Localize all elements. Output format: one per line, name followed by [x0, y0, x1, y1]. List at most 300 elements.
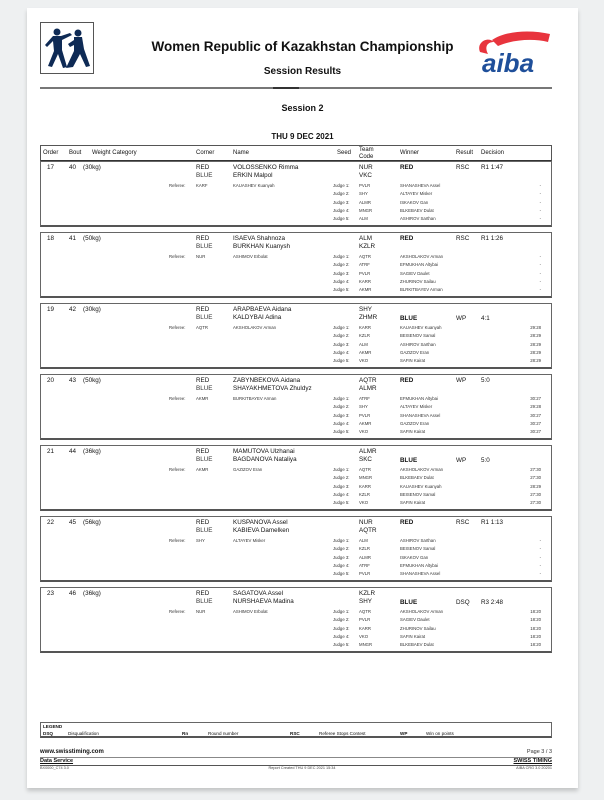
judge-label: Judge 2:: [333, 475, 350, 481]
judge-label: Judge 4:: [333, 207, 350, 213]
judge-score: -: [539, 538, 541, 543]
decision: R3 2:48: [481, 599, 504, 606]
judge-name: SHANASHEVA Assel: [400, 183, 441, 188]
weight-category: (50kg): [83, 377, 101, 384]
blue-team-code: ALMR: [359, 385, 377, 392]
blue-boxer-name: BURKHAN Kuanysh: [233, 243, 291, 250]
judge-team: AQTR: [359, 254, 371, 259]
bout-number: 45: [69, 519, 77, 526]
blue-boxer-name: KABIEVA Damelken: [233, 527, 290, 534]
judge-score: -: [539, 571, 541, 577]
judge-score: -: [539, 546, 541, 552]
judge-row: [41, 200, 551, 208]
judge-team: KZLR: [359, 491, 370, 497]
championship-title: Women Republic of Kazakhstan Championship: [151, 39, 454, 54]
judge-score: -: [539, 254, 541, 259]
referee-label: Referee:: [169, 254, 186, 259]
bout-block: [40, 516, 552, 582]
blue-team-code: ZHMR: [359, 314, 378, 321]
judge-row: [41, 325, 551, 333]
judge-row: [41, 358, 551, 366]
header-divider-mark: [273, 87, 299, 89]
weight-category: (30kg): [83, 164, 101, 171]
result: WP: [456, 315, 467, 322]
winner: BLUE: [400, 599, 418, 606]
judge-name: BLKEBAEV Dulat: [400, 475, 434, 481]
judge-team: PVLR: [359, 270, 371, 276]
referee-name: ASHIMOV Erbolat: [233, 609, 268, 614]
judge-row: [41, 396, 551, 404]
judge-score: 27:30: [530, 467, 541, 472]
judge-row: [41, 254, 551, 262]
judge-label: Judge 5:: [333, 642, 350, 648]
referee-name: ASHIMOV Erbolat: [233, 254, 268, 259]
judge-team: ALM: [359, 341, 368, 347]
judge-score: 28:29: [530, 358, 541, 364]
col-result: Result: [456, 150, 474, 156]
judge-name: SAFIN Kairat: [400, 429, 426, 435]
judge-score: 27:30: [530, 475, 541, 481]
judge-team: PVLR: [359, 617, 371, 623]
referee-team: AQTR: [196, 325, 208, 330]
judge-score: -: [539, 554, 541, 560]
legend-code: RSC: [290, 731, 300, 736]
bout-block: [40, 374, 552, 440]
judge-name: EFMUKHAN Altybai: [400, 262, 438, 268]
winner: RED: [400, 377, 414, 384]
corner-blue: BLUE: [196, 598, 213, 605]
judge-score: -: [539, 287, 541, 293]
bout-block: [40, 587, 552, 653]
judge-row: [41, 546, 551, 554]
referee-team: NUR: [196, 609, 206, 614]
judge-team: ATRF: [359, 396, 370, 401]
judge-row: [41, 609, 551, 617]
red-team-code: AQTR: [359, 377, 377, 384]
col-team-code: Team Code: [359, 147, 374, 160]
report-subtitle: Session Results: [263, 66, 342, 77]
judge-row: [41, 421, 551, 429]
result: RSC: [456, 164, 470, 171]
judge-row: [41, 183, 551, 191]
judge-row: [41, 216, 551, 224]
judge-score: 30:27: [530, 429, 541, 435]
judge-team: AQTR: [359, 467, 371, 472]
judge-label: Judge 2:: [333, 262, 350, 268]
judge-name: SAFIN Kairat: [400, 633, 426, 639]
referee-label: Referee:: [169, 467, 186, 472]
blue-boxer-name: SHAYAKHMETOVA Zhuldyz: [233, 385, 312, 392]
referee-team: SHY: [196, 538, 205, 543]
bout-block: [40, 303, 552, 369]
weight-category: (36kg): [83, 448, 101, 455]
judge-team: MNGR: [359, 642, 373, 648]
judge-row: [41, 342, 551, 350]
footer-website[interactable]: www.swisstiming.com: [40, 749, 104, 755]
aiba-logo: [472, 26, 552, 78]
col-corner: Corner: [196, 150, 215, 156]
judge-score: 29:28: [530, 404, 541, 410]
bout-block: [40, 445, 552, 511]
judge-team: PVLR: [359, 183, 371, 188]
winner: RED: [400, 164, 414, 171]
judge-score: -: [539, 207, 541, 213]
judge-score: 18:20: [530, 609, 541, 614]
judge-name: SHANASHEVA Assel: [400, 412, 441, 418]
bout-order: 22: [47, 519, 55, 526]
judge-name: SAFIN Kairat: [400, 500, 426, 506]
referee-name: GAZIZOV Eran: [233, 467, 263, 472]
judge-name: ALTAYEV Misker: [400, 404, 433, 410]
judge-name: ZHURINOV Sailau: [400, 278, 436, 284]
judge-score: 29:28: [530, 325, 541, 330]
judge-row: [41, 262, 551, 270]
judge-score: 28:29: [530, 483, 541, 489]
judge-label: Judge 1:: [333, 396, 350, 401]
referee-name: AKSHOLAKOV Arman: [233, 325, 276, 330]
judge-name: SHANASHEVA Assel: [400, 571, 441, 577]
judge-row: [41, 333, 551, 341]
judge-label: Judge 2:: [333, 191, 350, 197]
judge-score: 18:20: [530, 642, 541, 648]
judge-team: KZLR: [359, 546, 370, 552]
judge-row: [41, 404, 551, 412]
judge-name: ASHIROV Sarthan: [400, 538, 436, 543]
judge-name: BLRKITBAYEV Arman: [400, 287, 443, 293]
red-team-code: ALM: [359, 235, 372, 242]
referee-team: KARF: [196, 183, 208, 188]
judge-name: SAFIN Kairat: [400, 358, 426, 364]
judge-label: Judge 2:: [333, 333, 350, 339]
decision: 5:0: [481, 377, 490, 384]
judge-score: 18:20: [530, 633, 541, 639]
judge-label: Judge 3:: [333, 341, 350, 347]
red-team-code: ALMR: [359, 448, 377, 455]
judge-team: ALMR: [359, 199, 371, 205]
judge-team: AQTR: [359, 609, 371, 614]
result: WP: [456, 457, 467, 464]
legend-title: LEGEND: [43, 724, 63, 729]
red-team-code: KZLR: [359, 590, 376, 597]
judge-label: Judge 3:: [333, 483, 350, 489]
judge-name: KAUASHEV Kuanyah: [400, 483, 442, 489]
bout-number: 40: [69, 164, 77, 171]
weight-category: (36kg): [83, 590, 101, 597]
winner: RED: [400, 519, 414, 526]
judge-row: [41, 555, 551, 563]
session-date: THU 9 DEC 2021: [271, 132, 334, 141]
red-boxer-name: SAGATOVA Assel: [233, 590, 284, 597]
judge-row: [41, 467, 551, 475]
bout-order: 21: [47, 448, 55, 455]
red-team-code: NUR: [359, 164, 373, 171]
corner-red: RED: [196, 377, 210, 384]
judge-label: Judge 5:: [333, 429, 350, 435]
judge-label: Judge 4:: [333, 491, 350, 497]
footer-brand: SWISS TIMING: [513, 758, 552, 764]
corner-blue: BLUE: [196, 456, 213, 463]
judge-row: [41, 279, 551, 287]
judge-team: KARR: [359, 325, 371, 330]
judge-label: Judge 1:: [333, 325, 350, 330]
judge-score: -: [539, 278, 541, 284]
bout-order: 19: [47, 306, 55, 313]
judge-name: KAUASHEV Kuanyah: [400, 325, 442, 330]
judge-score: 28:29: [530, 349, 541, 355]
judge-team: ALMR: [359, 554, 371, 560]
judge-row: [41, 617, 551, 625]
judge-score: 30:27: [530, 420, 541, 426]
judge-row: [41, 492, 551, 500]
judge-name: BEISENOV Samal: [400, 546, 436, 552]
judge-score: -: [539, 216, 541, 222]
judge-team: AKMR: [359, 349, 372, 355]
referee-name: BURKITBAYEV Arman: [233, 396, 277, 401]
blue-boxer-name: BAGDANOVA Nataliya: [233, 456, 297, 463]
legend: [40, 722, 552, 738]
bout-block: [40, 232, 552, 298]
judge-row: [41, 571, 551, 579]
decision: 5:0: [481, 457, 490, 464]
footer-page-number: Page 3 / 3: [526, 749, 552, 755]
legend-desc: Round number: [208, 731, 239, 736]
decision: 4:1: [481, 315, 490, 322]
judge-label: Judge 3:: [333, 412, 350, 418]
bout-order: 17: [47, 164, 55, 171]
judge-label: Judge 5:: [333, 571, 350, 577]
referee-label: Referee:: [169, 538, 186, 543]
weight-category: (56kg): [83, 519, 101, 526]
corner-red: RED: [196, 590, 210, 597]
corner-red: RED: [196, 519, 210, 526]
judge-row: [41, 538, 551, 546]
judge-row: [41, 475, 551, 483]
red-boxer-name: ARAPBAEVA Aidana: [233, 306, 292, 313]
judge-row: [41, 287, 551, 295]
judge-name: ASHIROV Sarthan: [400, 341, 436, 347]
col-bout: Bout: [69, 150, 82, 156]
judge-team: AKMR: [359, 420, 372, 426]
judge-label: Judge 1:: [333, 467, 350, 472]
referee-team: AKMR: [196, 396, 209, 401]
col-weight: Weight Category: [92, 150, 137, 156]
judge-team: PVLR: [359, 412, 371, 418]
judge-label: Judge 1:: [333, 254, 350, 259]
decision: R1 1:26: [481, 235, 504, 242]
judge-name: BEISENOV Samal: [400, 491, 436, 497]
bout-number: 46: [69, 590, 77, 597]
judge-team: VKO: [359, 500, 369, 506]
judge-row: [41, 484, 551, 492]
judge-label: Judge 5:: [333, 287, 350, 293]
judge-score: -: [539, 270, 541, 276]
judge-row: [41, 208, 551, 216]
judge-name: EFMUKHAN Altybai: [400, 396, 438, 401]
blue-team-code: SKC: [359, 456, 372, 463]
judge-label: Judge 2:: [333, 617, 350, 623]
judge-name: ISKAKOV Gan: [400, 199, 429, 205]
corner-red: RED: [196, 164, 210, 171]
judge-name: BLKEBAEV Dulat: [400, 207, 434, 213]
blue-team-code: KZLR: [359, 243, 376, 250]
judge-team: KARR: [359, 483, 371, 489]
red-boxer-name: MAMUTOVA Ulzhanai: [233, 448, 295, 455]
corner-red: RED: [196, 235, 210, 242]
judge-team: VKO: [359, 429, 369, 435]
bout-order: 20: [47, 377, 55, 384]
judge-row: [41, 563, 551, 571]
footer-version: AIBA CRG 3.0 20201: [516, 766, 552, 770]
judge-row: [41, 634, 551, 642]
judge-team: SHY: [359, 191, 368, 197]
judge-name: GAZIZOV Eran: [400, 349, 430, 355]
col-name: Name: [233, 150, 250, 156]
judge-label: Judge 4:: [333, 278, 350, 284]
judge-team: ATRF: [359, 562, 370, 568]
judge-row: [41, 350, 551, 358]
col-winner: Winner: [400, 150, 420, 156]
judge-label: Judge 5:: [333, 358, 350, 364]
legend-desc: Referee Stops Contest: [319, 731, 366, 736]
judge-team: PVLR: [359, 571, 371, 577]
corner-blue: BLUE: [196, 527, 213, 534]
judge-team: KARR: [359, 278, 371, 284]
judge-score: -: [539, 199, 541, 205]
legend-desc: Disqualification: [68, 731, 99, 736]
judge-name: AKSHOLAKOV Arman: [400, 609, 443, 614]
corner-red: RED: [196, 306, 210, 313]
legend-code: DSQ: [43, 731, 53, 736]
winner: BLUE: [400, 457, 418, 464]
judge-score: 28:29: [530, 333, 541, 339]
judge-score: 30:27: [530, 412, 541, 418]
corner-blue: BLUE: [196, 243, 213, 250]
referee-label: Referee:: [169, 609, 186, 614]
referee-label: Referee:: [169, 396, 186, 401]
referee-name: KAUASHEV Kuanyah: [233, 183, 275, 188]
judge-row: [41, 500, 551, 508]
red-team-code: NUR: [359, 519, 373, 526]
blue-boxer-name: NURSHAEVA Madina: [233, 598, 294, 605]
referee-label: Referee:: [169, 183, 186, 188]
footer-report-created: Report Created THU 9 DEC 2021 15:34: [268, 766, 336, 770]
judge-name: ALTAYEV Misker: [400, 191, 433, 197]
judge-label: Judge 3:: [333, 270, 350, 276]
judge-team: AKMR: [359, 287, 372, 293]
bout-order: 18: [47, 235, 55, 242]
referee-team: AKMR: [196, 467, 209, 472]
judge-score: 30:27: [530, 396, 541, 401]
judge-team: VKO: [359, 633, 369, 639]
bout-block: [40, 161, 552, 227]
document-page: [27, 8, 578, 788]
judge-team: ATRF: [359, 262, 370, 268]
judge-team: MNGR: [359, 207, 373, 213]
judge-label: Judge 2:: [333, 546, 350, 552]
footer-data-service: Data Service: [40, 758, 74, 764]
corner-blue: BLUE: [196, 385, 213, 392]
blue-team-code: VKC: [359, 172, 372, 179]
legend-code: Rn: [182, 731, 189, 736]
judge-team: SHY: [359, 404, 368, 410]
judge-label: Judge 1:: [333, 183, 350, 188]
blue-team-code: SHY: [359, 598, 372, 605]
judge-team: ALM: [359, 216, 368, 222]
judge-score: -: [539, 262, 541, 268]
result: RSC: [456, 519, 470, 526]
judge-score: 27:30: [530, 491, 541, 497]
judge-name: SAGIEV Daulet: [400, 270, 430, 276]
aiba-logo-text: aiba: [482, 48, 535, 78]
judge-team: VKO: [359, 358, 369, 364]
col-order: Order: [43, 150, 59, 156]
bout-number: 44: [69, 448, 77, 455]
referee-team: NUR: [196, 254, 206, 259]
judge-team: KARR: [359, 625, 371, 631]
judge-label: Judge 2:: [333, 404, 350, 410]
weight-category: (30kg): [83, 306, 101, 313]
bout-number: 43: [69, 377, 77, 384]
legend-desc: Win on points: [426, 731, 454, 736]
red-boxer-name: ZABYNBEKOVA Aidana: [233, 377, 301, 384]
judge-name: GAZIZOV Eran: [400, 420, 430, 426]
winner: BLUE: [400, 315, 418, 322]
judge-label: Judge 4:: [333, 633, 350, 639]
judge-row: [41, 429, 551, 437]
corner-blue: BLUE: [196, 172, 213, 179]
judge-label: Judge 5:: [333, 216, 350, 222]
legend-code: WP: [400, 731, 408, 736]
judge-team: MNGR: [359, 475, 373, 481]
corner-blue: BLUE: [196, 314, 213, 321]
decision: R1 1:47: [481, 164, 504, 171]
judge-score: -: [539, 562, 541, 568]
weight-category: (50kg): [83, 235, 101, 242]
corner-red: RED: [196, 448, 210, 455]
red-boxer-name: ISAEVA Shahnoza: [233, 235, 286, 242]
judge-score: -: [539, 191, 541, 197]
blue-boxer-name: ERKIN Malpol: [233, 172, 273, 179]
footer-doc-code: BX0000_C74 3.0: [40, 766, 69, 770]
judge-row: [41, 413, 551, 421]
judge-score: 28:29: [530, 341, 541, 347]
judge-team: KZLR: [359, 333, 370, 339]
blue-team-code: AQTR: [359, 527, 377, 534]
judge-score: 18:20: [530, 617, 541, 623]
judge-score: 18:20: [530, 625, 541, 631]
result: WP: [456, 377, 467, 384]
judge-name: BEISENOV Samal: [400, 333, 436, 339]
judge-score: -: [539, 183, 541, 188]
judge-name: ZHURINOV Sailau: [400, 625, 436, 631]
judge-name: ASHIROV Sarthan: [400, 216, 436, 222]
judge-label: Judge 4:: [333, 349, 350, 355]
decision: R1 1:13: [481, 519, 504, 526]
judge-label: Judge 3:: [333, 554, 350, 560]
judge-name: AKSHOLAKOV Arman: [400, 467, 443, 472]
judge-label: Judge 5:: [333, 500, 350, 506]
judge-label: Judge 1:: [333, 609, 350, 614]
judge-name: ISKAKOV Gan: [400, 554, 429, 560]
judge-name: BLKEBAEV Dulat: [400, 642, 434, 648]
judge-label: Judge 3:: [333, 625, 350, 631]
judge-row: [41, 626, 551, 634]
col-decision: Decision: [481, 150, 505, 156]
bout-number: 42: [69, 306, 77, 313]
judge-label: Judge 1:: [333, 538, 350, 543]
judge-label: Judge 4:: [333, 420, 350, 426]
result: RSC: [456, 235, 470, 242]
